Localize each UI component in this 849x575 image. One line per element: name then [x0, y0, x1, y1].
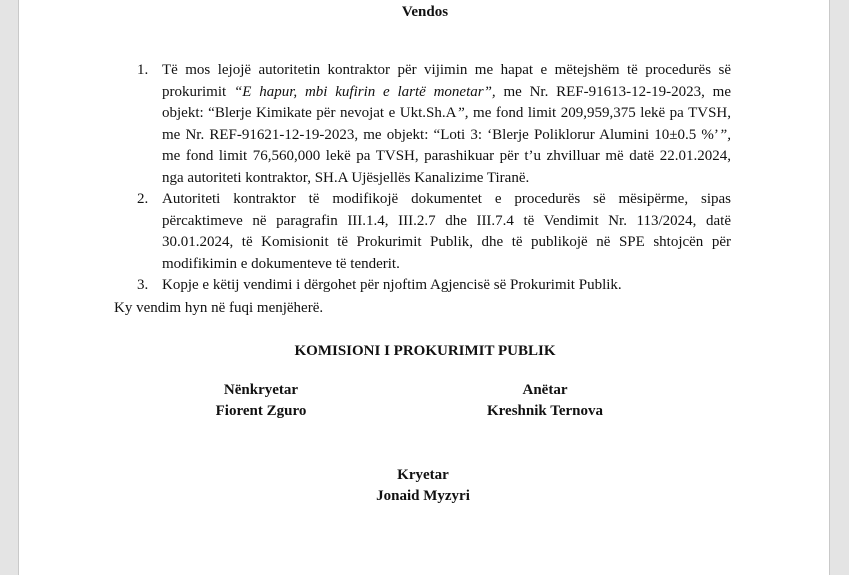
item-text: Kopje e këtij vendimi i dërgohet për njoftim Agjencisë së Prokurimit Publik.: [162, 277, 622, 293]
commission-title: KOMISIONI I PROKURIMIT PUBLIK: [294, 343, 556, 359]
signatory-name: Jonaid Myzyri: [376, 488, 470, 504]
item-number: 3.: [137, 277, 149, 293]
item-text-part: ”,: [456, 105, 469, 121]
decision-item-2: [132, 189, 731, 275]
item-text: Autoriteti kontraktor të modifikojë dokumentet e procedurës së mësipërme, sipas përcaktimeve në paragrafin III.1.4, III.2.7 dhe III.7.4 të Vendimit Nr. 113/2024, datë 30.01.2024, të Komisionit të Prokurimit Publik, dhe të publikojë në SPE shtojcën për modifikimin e dokumenteve të tenderit.: [162, 191, 731, 272]
viewer-left-margin: [0, 0, 18, 575]
procedure-type: “E hapur, mbi kufirin e lartë monetar”,: [233, 83, 496, 100]
signature-block-center: [303, 465, 543, 507]
signatory-name: Kreshnik Ternova: [486, 403, 603, 419]
decision-list: [132, 60, 731, 297]
decision-item-1: [132, 60, 731, 189]
document-page: [18, 0, 830, 575]
decision-item-3: [132, 275, 731, 297]
closing-statement: Ky vendim hyn në fuqi menjëherë.: [114, 300, 324, 316]
item-text-part: me Nr. REF-91613-12-19-2023, me objekt: “Blerje Kimikate për nevojat e Ukt.Sh.A: [162, 83, 731, 121]
item-number: 1.: [137, 62, 149, 78]
signatory-role: Anëtar: [522, 382, 568, 398]
signature-block-left: [141, 380, 381, 422]
signatory-role: Kryetar: [397, 467, 449, 483]
signatory-name: Fiorent Zguro: [215, 403, 307, 419]
decision-heading: Vendos: [401, 4, 449, 20]
signature-block-right: [425, 380, 665, 422]
item-text-part: me fond limit 76,560,000 lekë pa TVSH, parashikuar për t’u zhvilluar më datë 22.01.2024, nga autoriteti kontraktor, SH.A Ujësjellës Kanalizime Tiranë.: [162, 148, 731, 186]
viewer-right-margin: [830, 0, 849, 575]
item-text-part: ”,: [718, 126, 731, 143]
item-number: 2.: [137, 191, 149, 207]
item-text-part: Të mos lejojë autoritetin kontraktor për vijimin me hapat e mëtejshëm të procedurës së prokurimit: [162, 62, 731, 100]
item-text-part: me fond limit 209,959,375 lekë pa TVSH, me Nr. REF-91621-12-19-2023, me objekt: “Loti 3: ‘Blerje Poliklorur Alumini 10±0.5 %’: [162, 105, 731, 143]
signatory-role: Nënkryetar: [223, 382, 299, 398]
